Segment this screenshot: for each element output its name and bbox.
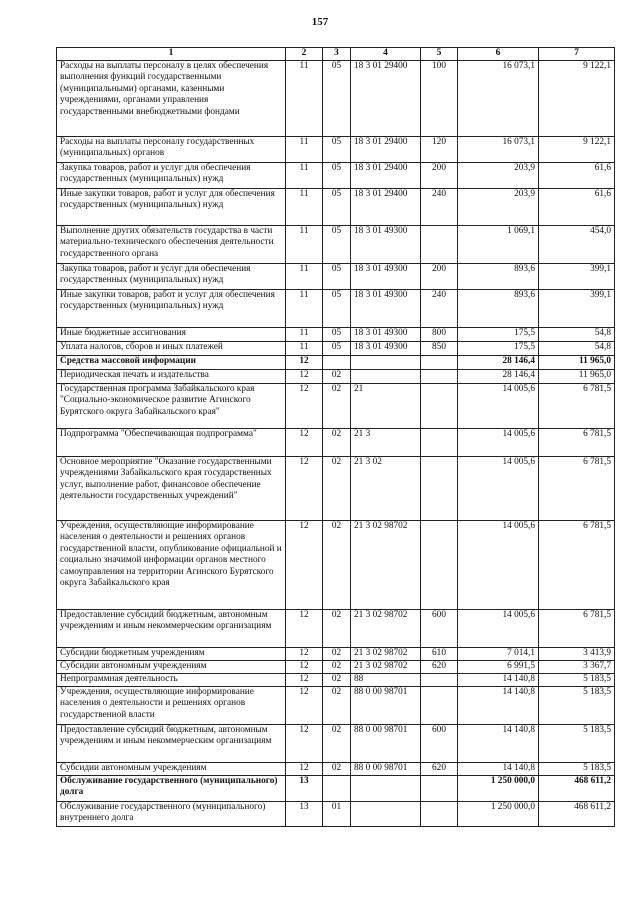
row-subsection-code: 02	[323, 369, 351, 383]
table-row	[57, 775, 615, 801]
row-target-article: 88 0 00 98701	[351, 762, 421, 775]
row-amount-actual: 399,1	[539, 289, 615, 327]
row-section-code: 12	[286, 647, 323, 660]
row-section-code: 12	[286, 686, 323, 724]
row-target-article: 18 3 01 29400	[351, 136, 421, 162]
row-name: Выполнение других обязательств государства в части материально-технического обеспечения деятельности государственного органа	[57, 225, 286, 263]
table-row	[57, 188, 615, 225]
row-target-article: 18 3 01 49300	[351, 263, 421, 289]
row-name: Учреждения, осуществляющие информирование населения о деятельности и решениях органов государственной власти, опубликование официальной и социально значимой информации органов местного самоуправления на территории Агинского Бурятского округа Забайкальского края	[57, 520, 286, 609]
row-target-article: 21 3 02 98702	[351, 609, 421, 647]
table-row	[57, 724, 615, 762]
table-row	[57, 520, 615, 609]
row-name: Основное мероприятие "Оказание государственными учреждениями Забайкальского края государственных услуг, выполнение работ, финансовое обеспечение деятельности государственных учреждений"	[57, 456, 286, 520]
row-subsection-code: 05	[323, 341, 351, 355]
row-subsection-code: 02	[323, 673, 351, 686]
table-row	[57, 456, 615, 520]
row-target-article	[351, 801, 421, 826]
row-amount-plan: 16 073,1	[458, 136, 539, 162]
row-amount-plan: 14 140,8	[458, 724, 539, 762]
row-name: Расходы на выплаты персоналу государственных (муниципальных) органов	[57, 136, 286, 162]
row-expense-type: 600	[421, 724, 458, 762]
row-expense-type: 610	[421, 647, 458, 660]
table-row	[57, 686, 615, 724]
row-expense-type	[421, 369, 458, 383]
header-col-1: 1	[57, 48, 286, 61]
row-name: Субсидии бюджетным учреждениям	[57, 647, 286, 660]
row-subsection-code: 01	[323, 801, 351, 826]
row-amount-plan: 14 140,8	[458, 762, 539, 775]
row-name: Государственная программа Забайкальского края "Социально-экономическое развитие Агинского Бурятского округа Забайкальского края"	[57, 383, 286, 428]
row-amount-actual: 6 781,5	[539, 520, 615, 609]
row-amount-actual: 5 183,5	[539, 686, 615, 724]
row-amount-plan: 14 005,6	[458, 456, 539, 520]
table-row	[57, 801, 615, 826]
row-amount-actual: 11 965,0	[539, 369, 615, 383]
row-name: Субсидии автономным учреждениям	[57, 762, 286, 775]
row-target-article	[351, 369, 421, 383]
row-subsection-code: 02	[323, 383, 351, 428]
row-section-code: 12	[286, 355, 323, 369]
row-name: Расходы на выплаты персоналу в целях обеспечения выполнения функций государственными (муниципальными) органами, казенными учреждениями, органами управления государственными внебюджетными фондами	[57, 60, 286, 136]
table-row	[57, 609, 615, 647]
row-expense-type	[421, 225, 458, 263]
row-amount-plan: 14 140,8	[458, 686, 539, 724]
row-amount-plan: 14 005,6	[458, 383, 539, 428]
row-target-article: 88	[351, 673, 421, 686]
row-amount-actual: 54,8	[539, 327, 615, 341]
row-section-code: 12	[286, 762, 323, 775]
row-name: Уплата налогов, сборов и иных платежей	[57, 341, 286, 355]
row-amount-actual: 6 781,5	[539, 428, 615, 456]
row-amount-plan: 14 005,6	[458, 428, 539, 456]
row-expense-type: 100	[421, 60, 458, 136]
row-subsection-code	[323, 775, 351, 801]
row-section-code: 11	[286, 188, 323, 225]
row-amount-plan: 14 140,8	[458, 673, 539, 686]
row-section-code: 12	[286, 383, 323, 428]
row-amount-actual: 468 611,2	[539, 775, 615, 801]
table-row	[57, 327, 615, 341]
row-name: Закупка товаров, работ и услуг для обеспечения государственных (муниципальных) нужд	[57, 162, 286, 188]
row-expense-type: 240	[421, 188, 458, 225]
row-amount-plan: 14 005,6	[458, 609, 539, 647]
table-row	[57, 355, 615, 369]
row-subsection-code: 05	[323, 162, 351, 188]
row-section-code: 12	[286, 456, 323, 520]
row-subsection-code: 02	[323, 520, 351, 609]
table-header-row	[57, 48, 615, 61]
row-subsection-code: 05	[323, 225, 351, 263]
header-col-4: 4	[351, 48, 421, 61]
row-amount-plan: 203,9	[458, 188, 539, 225]
row-section-code: 11	[286, 263, 323, 289]
table-row	[57, 673, 615, 686]
row-name: Иные закупки товаров, работ и услуг для обеспечения государственных (муниципальных) нужд	[57, 289, 286, 327]
row-amount-actual: 5 183,5	[539, 724, 615, 762]
row-section-code: 11	[286, 327, 323, 341]
row-amount-plan: 7 014,1	[458, 647, 539, 660]
row-section-code: 11	[286, 136, 323, 162]
row-expense-type: 240	[421, 289, 458, 327]
table-row	[57, 289, 615, 327]
row-amount-actual: 6 781,5	[539, 456, 615, 520]
row-target-article	[351, 775, 421, 801]
table-row	[57, 60, 615, 136]
row-subsection-code: 05	[323, 60, 351, 136]
row-subsection-code	[323, 355, 351, 369]
row-name: Непрограммная деятельность	[57, 673, 286, 686]
row-amount-actual: 5 183,5	[539, 673, 615, 686]
row-amount-plan: 175,5	[458, 341, 539, 355]
row-target-article: 88 0 00 98701	[351, 686, 421, 724]
row-subsection-code: 05	[323, 188, 351, 225]
row-name: Предоставление субсидий бюджетным, автономным учреждениям и иным некоммерческим организациям	[57, 724, 286, 762]
row-target-article: 18 3 01 49300	[351, 341, 421, 355]
row-target-article: 88 0 00 98701	[351, 724, 421, 762]
table-row	[57, 136, 615, 162]
row-expense-type: 620	[421, 660, 458, 673]
table-row	[57, 162, 615, 188]
row-expense-type: 620	[421, 762, 458, 775]
row-name: Закупка товаров, работ и услуг для обеспечения государственных (муниципальных) нужд	[57, 263, 286, 289]
row-expense-type	[421, 801, 458, 826]
row-amount-actual: 5 183,5	[539, 762, 615, 775]
row-subsection-code: 05	[323, 263, 351, 289]
row-amount-plan: 1 250 000,0	[458, 775, 539, 801]
row-name: Периодическая печать и издательства	[57, 369, 286, 383]
row-expense-type: 200	[421, 162, 458, 188]
row-section-code: 11	[286, 341, 323, 355]
row-expense-type	[421, 520, 458, 609]
row-amount-actual: 9 122,1	[539, 136, 615, 162]
row-amount-actual: 61,6	[539, 188, 615, 225]
table-row	[57, 647, 615, 660]
row-section-code: 11	[286, 225, 323, 263]
row-subsection-code: 02	[323, 647, 351, 660]
table-row	[57, 762, 615, 775]
row-amount-plan: 28 146,4	[458, 355, 539, 369]
row-amount-actual: 9 122,1	[539, 60, 615, 136]
row-target-article: 21 3 02 98702	[351, 647, 421, 660]
budget-table	[56, 47, 615, 827]
row-section-code: 11	[286, 60, 323, 136]
row-expense-type	[421, 686, 458, 724]
row-subsection-code: 02	[323, 724, 351, 762]
row-section-code: 12	[286, 724, 323, 762]
row-amount-plan: 175,5	[458, 327, 539, 341]
row-amount-actual: 54,8	[539, 341, 615, 355]
row-name: Учреждения, осуществляющие информирование населения о деятельности и решениях органов государственной власти	[57, 686, 286, 724]
row-target-article: 21 3 02 98702	[351, 660, 421, 673]
row-target-article: 18 3 01 29400	[351, 188, 421, 225]
row-amount-plan: 16 073,1	[458, 60, 539, 136]
row-section-code: 12	[286, 660, 323, 673]
row-amount-plan: 893,6	[458, 263, 539, 289]
row-amount-plan: 1 069,1	[458, 225, 539, 263]
row-section-code: 12	[286, 369, 323, 383]
row-target-article: 21	[351, 383, 421, 428]
row-subsection-code: 05	[323, 136, 351, 162]
row-target-article: 21 3	[351, 428, 421, 456]
table-row	[57, 369, 615, 383]
row-expense-type: 200	[421, 263, 458, 289]
table-row	[57, 341, 615, 355]
row-name: Иные закупки товаров, работ и услуг для обеспечения государственных (муниципальных) нужд	[57, 188, 286, 225]
header-col-5: 5	[421, 48, 458, 61]
row-amount-plan: 1 250 000,0	[458, 801, 539, 826]
row-subsection-code: 02	[323, 762, 351, 775]
row-amount-actual: 3 367,7	[539, 660, 615, 673]
row-section-code: 11	[286, 162, 323, 188]
row-amount-actual: 3 413,9	[539, 647, 615, 660]
row-subsection-code: 02	[323, 686, 351, 724]
row-expense-type	[421, 428, 458, 456]
header-col-2: 2	[286, 48, 323, 61]
row-expense-type	[421, 673, 458, 686]
row-amount-actual: 468 611,2	[539, 801, 615, 826]
header-col-3: 3	[323, 48, 351, 61]
row-expense-type	[421, 383, 458, 428]
row-name: Иные бюджетные ассигнования	[57, 327, 286, 341]
row-name: Субсидии автономным учреждениям	[57, 660, 286, 673]
row-target-article: 18 3 01 49300	[351, 225, 421, 263]
row-subsection-code: 05	[323, 327, 351, 341]
header-col-7: 7	[539, 48, 615, 61]
row-name: Предоставление субсидий бюджетным, автономным учреждениям и иным некоммерческим организациям	[57, 609, 286, 647]
row-target-article: 18 3 01 29400	[351, 162, 421, 188]
row-name: Обслуживание государственного (муниципального) внутреннего долга	[57, 801, 286, 826]
table-row	[57, 428, 615, 456]
row-section-code: 12	[286, 520, 323, 609]
row-target-article: 18 3 01 49300	[351, 289, 421, 327]
row-target-article: 21 3 02	[351, 456, 421, 520]
row-target-article: 21 3 02 98702	[351, 520, 421, 609]
row-amount-actual: 399,1	[539, 263, 615, 289]
row-expense-type	[421, 456, 458, 520]
row-amount-actual: 6 781,5	[539, 383, 615, 428]
row-subsection-code: 02	[323, 456, 351, 520]
row-amount-actual: 454,0	[539, 225, 615, 263]
row-amount-plan: 14 005,6	[458, 520, 539, 609]
row-expense-type	[421, 775, 458, 801]
row-expense-type	[421, 355, 458, 369]
row-amount-plan: 6 991,5	[458, 660, 539, 673]
row-amount-plan: 203,9	[458, 162, 539, 188]
row-subsection-code: 02	[323, 428, 351, 456]
row-amount-actual: 6 781,5	[539, 609, 615, 647]
row-amount-plan: 28 146,4	[458, 369, 539, 383]
row-expense-type: 800	[421, 327, 458, 341]
row-amount-plan: 893,6	[458, 289, 539, 327]
row-name: Обслуживание государственного (муниципального) долга	[57, 775, 286, 801]
row-target-article: 18 3 01 49300	[351, 327, 421, 341]
row-subsection-code: 02	[323, 609, 351, 647]
table-row	[57, 660, 615, 673]
row-section-code: 12	[286, 428, 323, 456]
table-row	[57, 263, 615, 289]
row-amount-actual: 11 965,0	[539, 355, 615, 369]
row-name: Средства массовой информации	[57, 355, 286, 369]
page-number: 157	[311, 16, 329, 28]
row-section-code: 13	[286, 801, 323, 826]
table-row	[57, 383, 615, 428]
row-amount-actual: 61,6	[539, 162, 615, 188]
row-section-code: 11	[286, 289, 323, 327]
row-section-code: 12	[286, 673, 323, 686]
row-name: Подпрограмма "Обеспечивающая подпрограмма"	[57, 428, 286, 456]
row-section-code: 13	[286, 775, 323, 801]
row-expense-type: 120	[421, 136, 458, 162]
header-col-6: 6	[458, 48, 539, 61]
row-expense-type: 850	[421, 341, 458, 355]
table-body	[57, 60, 615, 826]
row-expense-type: 600	[421, 609, 458, 647]
row-subsection-code: 05	[323, 289, 351, 327]
table-row	[57, 225, 615, 263]
row-target-article: 18 3 01 29400	[351, 60, 421, 136]
row-target-article	[351, 355, 421, 369]
row-section-code: 12	[286, 609, 323, 647]
row-subsection-code: 02	[323, 660, 351, 673]
